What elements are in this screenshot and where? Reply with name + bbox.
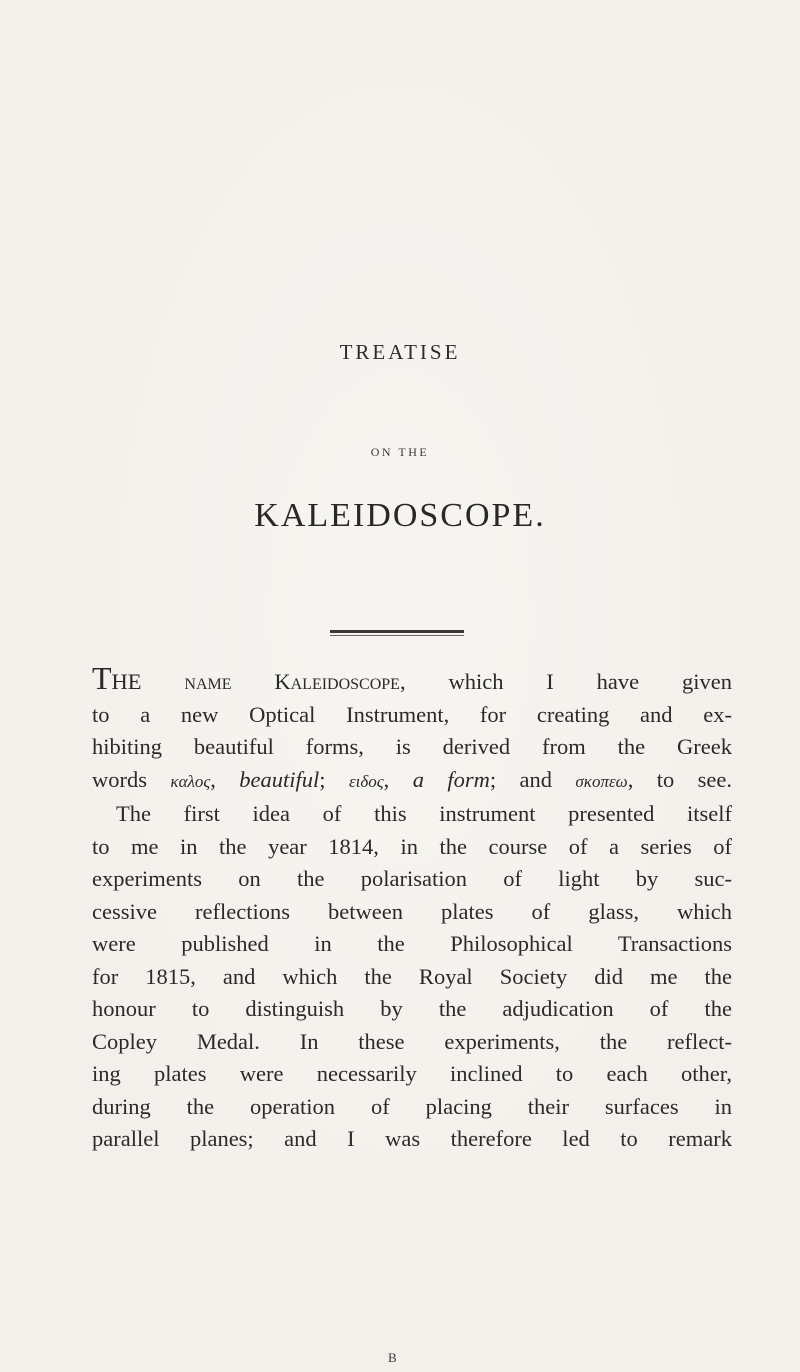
greek-word-skopeo: σκοπεω — [575, 771, 628, 791]
text-line-3: hibiting beautiful forms, is derived from the Greek — [92, 734, 732, 759]
ornamental-rule-thick — [330, 630, 464, 633]
signature-mark: B — [388, 1350, 397, 1365]
greek-word-kalos: καλος — [170, 771, 211, 791]
text-line-2: to a new Optical Instrument, for creating and ex- — [92, 701, 732, 727]
ornamental-rule-thin — [330, 635, 464, 636]
greek-word-eidos: ειδος — [348, 771, 384, 791]
text-line-8: cessive reflections between plates of glass, which — [92, 898, 732, 924]
drop-cap: T — [92, 660, 112, 696]
body-paragraph — [92, 660, 732, 1156]
kaleidoscope-small-caps: Kaleidoscope — [274, 669, 400, 694]
title-treatise: TREATISE — [339, 340, 461, 364]
text-line-14: during the operation of placing their surfaces in — [92, 1093, 732, 1119]
text-line-12: Copley Medal. In these experiments, the reflect- — [92, 1028, 732, 1054]
text-line-11: honour to distinguish by the adjudication of the — [92, 996, 732, 1021]
italic-beautiful: beautiful — [239, 766, 320, 792]
text-line-10: for 1815, and which the Royal Society did me the — [92, 963, 732, 989]
title-on-the: ON THE — [370, 445, 430, 459]
text-line-7: experiments on the polarisation of light by suc- — [92, 866, 732, 891]
text-line-9: were published in the Philosophical Transactions — [92, 931, 732, 956]
text-line-6: to me in the year 1814, in the course of a series of — [92, 833, 732, 859]
title-kaleidoscope: KALEIDOSCOPE. — [254, 497, 546, 534]
text-line-5: The first idea of this instrument presented itself — [116, 801, 732, 826]
text-line-1: THE name Kaleidoscope, which I have given — [92, 660, 732, 696]
italic-a-form: a form — [412, 766, 490, 792]
text-line-15: parallel planes; and I was therefore led to remark — [92, 1126, 732, 1151]
text-line-13: ing plates were necessarily inclined to each other, — [92, 1061, 732, 1086]
text-line-4: words καλος, beautiful; ειδος, a form; and σκοπεω, to see. — [92, 766, 732, 792]
